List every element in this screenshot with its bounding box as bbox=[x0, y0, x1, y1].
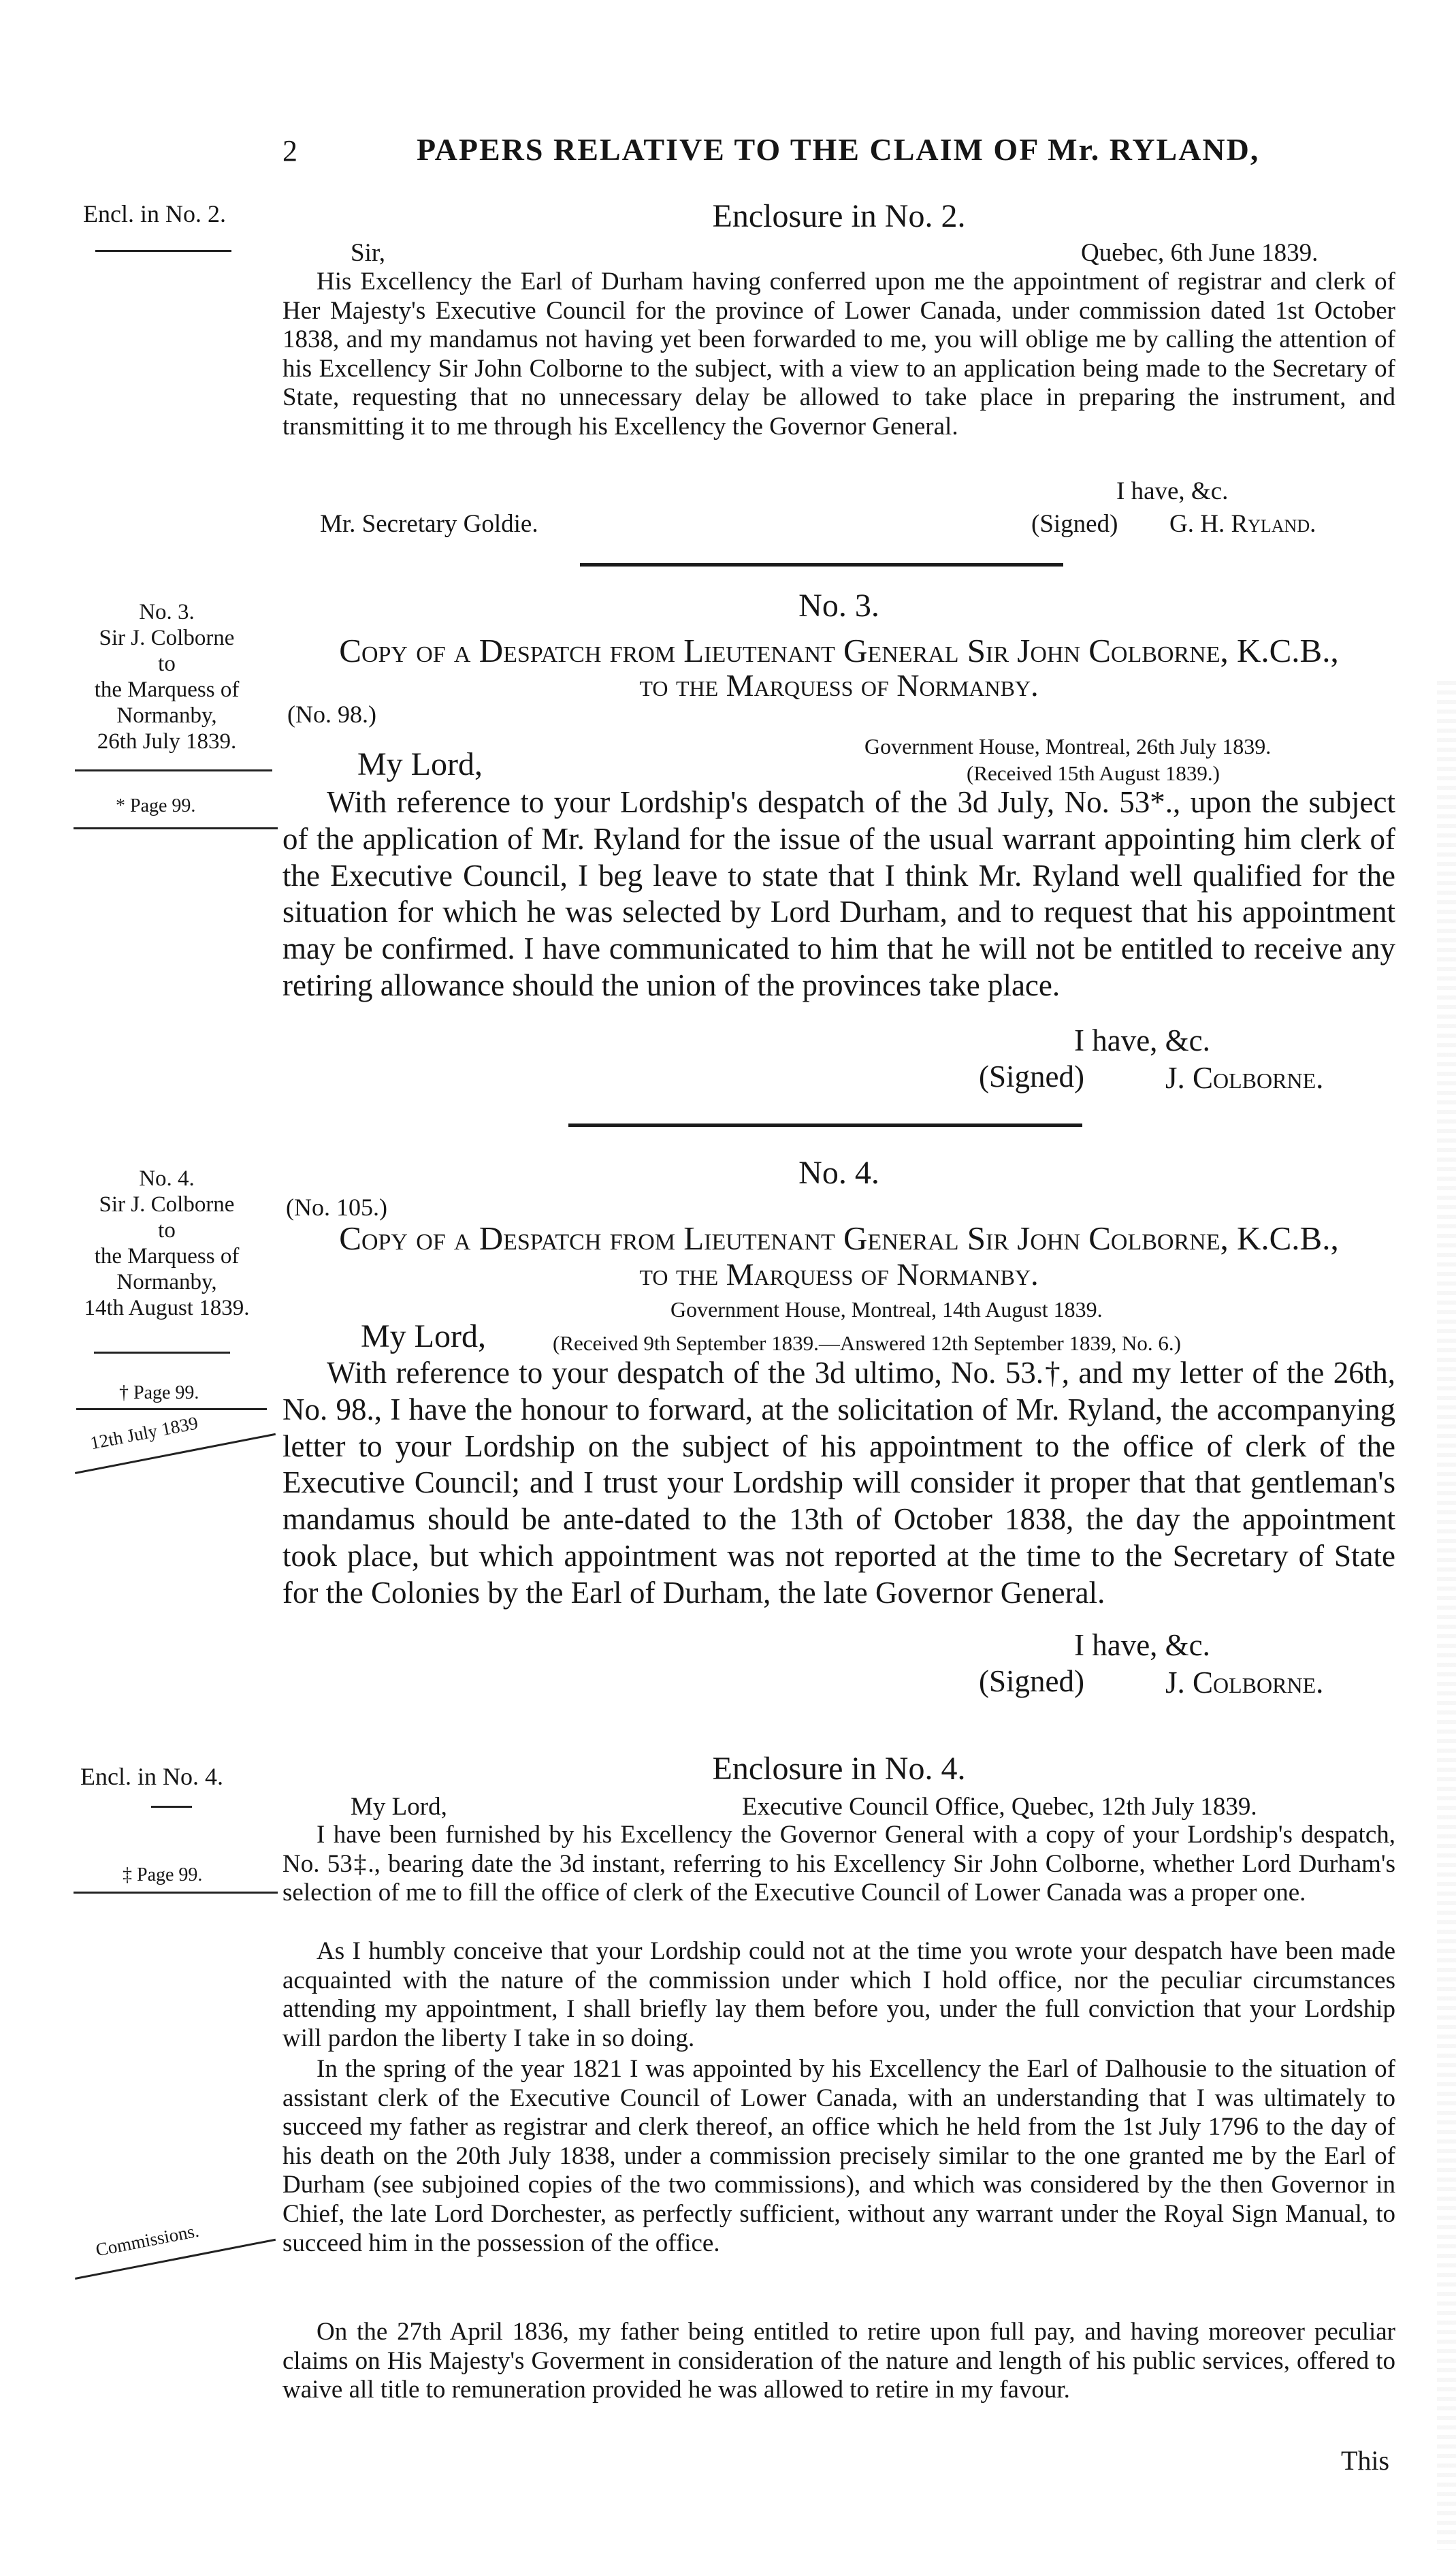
margin-commissions bbox=[94, 2220, 201, 2261]
margin-line: to bbox=[158, 1218, 176, 1243]
enclosure-2-place-date: Quebec, 6th June 1839. bbox=[1081, 239, 1319, 267]
section-divider bbox=[580, 563, 1063, 567]
no3-signed: (Signed) bbox=[979, 1059, 1084, 1094]
running-title: PAPERS RELATIVE TO THE CLAIM OF Mr. RYLAND, bbox=[417, 132, 1260, 167]
margin-line: No. 4. bbox=[139, 1166, 195, 1191]
no3-salutation: My Lord, bbox=[357, 746, 483, 782]
margin-line: 26th July 1839. bbox=[97, 729, 237, 754]
section-divider bbox=[568, 1123, 1082, 1127]
enclosure-2-signed: (Signed) bbox=[1031, 510, 1118, 538]
page-edge-shadow bbox=[1437, 681, 1456, 2550]
margin-line: the Marquess of bbox=[94, 1244, 240, 1269]
no4-closing: I have, &c. bbox=[1074, 1628, 1210, 1662]
no4-salutation: My Lord, bbox=[361, 1318, 486, 1354]
no4-title-line1: Copy of a Despatch from Lieutenant General Sir John Colborne, K.C.B., bbox=[339, 1220, 1339, 1257]
margin-encl-4: Encl. in No. 4. bbox=[80, 1763, 223, 1790]
enclosure-4-paragraph: On the 27th April 1836, my father being entitled to retire upon full pay, and having moreover peculiar claims on His Majesty's Goverment in consideration of the nature and length of his public services, offered to waive all title to remuneration provided he was allowed to retire in my favour. bbox=[282, 2318, 1395, 2404]
enclosure-2-addressee: Mr. Secretary Goldie. bbox=[320, 510, 538, 538]
margin-line: the Marquess of bbox=[94, 678, 240, 702]
enclosure-2-signatory: G. H. Ryland. bbox=[1169, 510, 1316, 538]
no3-signatory: J. Colborne. bbox=[1165, 1061, 1324, 1095]
margin-line: Normanby, bbox=[116, 1270, 217, 1294]
no4-place-date: Government House, Montreal, 14th August 1839. bbox=[670, 1297, 1103, 1322]
no3-title-line2: to the Marquess of Normanby. bbox=[639, 668, 1039, 703]
margin-line: Sir J. Colborne bbox=[99, 626, 235, 650]
margin-rule bbox=[151, 1806, 192, 1808]
no4-signatory: J. Colborne. bbox=[1165, 1666, 1324, 1700]
no3-heading: No. 3. bbox=[798, 588, 879, 624]
margin-rule bbox=[95, 250, 231, 252]
enclosure-4-salutation: My Lord, bbox=[351, 1793, 447, 1821]
margin-line: No. 3. bbox=[139, 600, 195, 624]
margin-rule bbox=[75, 769, 272, 771]
enclosure-4-paragraph: In the spring of the year 1821 I was appointed by his Excellency the Earl of Dalhousie to the situation of assistant clerk of the Executive Council of Lower Canada, with an understanding that I was ultimately to succeed my father as registrar and clerk thereof, an office which he held from the 1st July 1796 to the day of his death on the 20th July 1838, under a commission precisely similar to the one granted me by the Earl of Durham (see subjoined copies of the two commissions), and which was considered by the then Governor in Chief, the late Lord Dorchester, as perfectly sufficient, without any warrant under the Royal Sign Manual, to succeed him in the possession of the office. bbox=[282, 2055, 1395, 2257]
no3-received: (Received 15th August 1839.) bbox=[967, 761, 1220, 785]
margin-no4 bbox=[65, 1166, 269, 1321]
enclosure-4-paragraph: As I humbly conceive that your Lordship could not at the time you wrote your despatch have been made acquainted with the nature of the commission under which I hold office, nor the peculiar circumstances attending my appointment, I shall briefly lay them before you, under the full conviction that your Lordship will pardon the liberty I take in so doing. bbox=[282, 1937, 1395, 2052]
margin-line: Normanby, bbox=[116, 703, 217, 728]
margin-rule bbox=[76, 1408, 267, 1410]
margin-rule bbox=[74, 1892, 278, 1894]
enclosure-2-heading: Enclosure in No. 2. bbox=[712, 198, 966, 234]
no4-received: (Received 9th September 1839.—Answered 12th September 1839, No. 6.) bbox=[553, 1331, 1181, 1355]
no3-title-line1: Copy of a Despatch from Lieutenant General Sir John Colborne, K.C.B., bbox=[339, 632, 1339, 669]
enclosure-4-place-date: Executive Council Office, Quebec, 12th July 1839. bbox=[742, 1793, 1257, 1821]
enclosure-2-body: His Excellency the Earl of Durham having conferred upon me the appointment of registrar and clerk of Her Majesty's Executive Council for the province of Lower Canada, under commission dated 1st October 1838, and my mandamus not having yet been forwarded to me, you will oblige me by calling the attention of his Excellency Sir John Colborne to the subject, with a view to an application being made to the Secretary of State, requesting that no unnecessary delay be allowed to take place in preparing the instrument, and transmitting it to me through his Excellency the Governor General. bbox=[282, 268, 1395, 441]
enclosure-2-salutation: Sir, bbox=[351, 239, 385, 267]
margin-line: Sir J. Colborne bbox=[99, 1192, 235, 1217]
no4-heading: No. 4. bbox=[798, 1155, 879, 1191]
margin-rule bbox=[94, 1352, 230, 1354]
no4-number: (No. 105.) bbox=[286, 1194, 387, 1221]
enclosure-2-closing: I have, &c. bbox=[1116, 477, 1229, 505]
no3-number: (No. 98.) bbox=[287, 701, 376, 728]
page-number: 2 bbox=[282, 134, 297, 168]
margin-encl-2: Encl. in No. 2. bbox=[83, 200, 226, 227]
margin-date-text: 12th July 1839 bbox=[88, 1412, 200, 1454]
margin-page-ref: ‡ Page 99. bbox=[123, 1864, 203, 1885]
enclosure-4-heading: Enclosure in No. 4. bbox=[712, 1751, 966, 1787]
no3-body: With reference to your Lordship's despatch of the 3d July, No. 53*., upon the subject of the application of Mr. Ryland for the issue of the usual warrant appointing him clerk of the Executive Council, I beg leave to state that I think Mr. Ryland well qualified for the situation for which he was selected by Lord Durham, and to request that his appointment may be confirmed. I have communicated to him that he will not be entitled to receive any retiring allowance should the union of the provinces take place. bbox=[282, 785, 1395, 1002]
margin-commissions-text: Commissions. bbox=[94, 2220, 201, 2261]
no4-signed: (Signed) bbox=[979, 1664, 1084, 1698]
margin-date-ref bbox=[88, 1412, 199, 1454]
no3-closing: I have, &c. bbox=[1074, 1023, 1210, 1057]
margin-page-ref: * Page 99. bbox=[116, 795, 196, 816]
no4-body: With reference to your despatch of the 3d ultimo, No. 53.†, and my letter of the 26th, No. 98., I have the honour to forward, at the solicitation of Mr. Ryland, the accompanying letter to your Lordship on the subject of his appointment to the office of clerk of the Executive Council; and I trust your Lordship will consider it proper that that gentleman's mandamus should be ante-dated to the 13th of October 1838, the day the appointment took place, but which appointment was not reported at the time to the Secretary of State for the Colonies by the Earl of Durham, the late Governor General. bbox=[282, 1356, 1395, 1610]
catchword: This bbox=[1341, 2445, 1390, 2476]
margin-no3 bbox=[65, 599, 269, 754]
margin-rule bbox=[74, 827, 278, 829]
margin-line: 14th August 1839. bbox=[84, 1296, 250, 1320]
no3-place-date: Government House, Montreal, 26th July 1839. bbox=[864, 734, 1272, 759]
margin-line: to bbox=[158, 652, 176, 676]
no4-title-line2: to the Marquess of Normanby. bbox=[639, 1257, 1039, 1292]
enclosure-4-paragraph: I have been furnished by his Excellency the Governor General with a copy of your Lordship's despatch, No. 53‡., bearing date the 3d instant, referring to his Excellency Sir John Colborne, whether Lord Durham's selection of me to fill the office of clerk of the Executive Council of Lower Canada was a proper one. bbox=[282, 1821, 1395, 1907]
margin-page-ref: † Page 99. bbox=[119, 1382, 199, 1403]
